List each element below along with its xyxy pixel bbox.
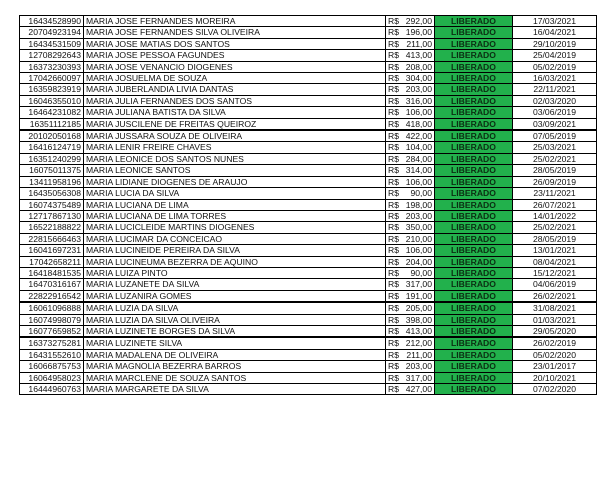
currency-symbol: R$ — [388, 290, 399, 301]
status-badge: LIBERADO — [435, 107, 513, 118]
row-id: 16431552610 — [20, 349, 84, 360]
currency-symbol: R$ — [388, 165, 399, 176]
status-badge: LIBERADO — [435, 165, 513, 176]
row-date: 29/05/2020 — [513, 325, 597, 337]
row-id: 16064958023 — [20, 372, 84, 383]
row-id: 16351240299 — [20, 153, 84, 164]
status-badge: LIBERADO — [435, 279, 513, 290]
row-date: 14/01/2022 — [513, 210, 597, 221]
table-row — [20, 233, 597, 244]
currency-symbol: R$ — [388, 199, 399, 210]
currency-symbol: R$ — [388, 303, 399, 314]
row-value — [386, 176, 435, 187]
row-value — [386, 199, 435, 210]
status-badge: LIBERADO — [435, 233, 513, 244]
row-id: 16470316167 — [20, 279, 84, 290]
row-value — [386, 279, 435, 290]
row-value — [386, 118, 435, 130]
row-date: 26/07/2021 — [513, 199, 597, 210]
row-name: MARIA LUCICLEIDE MARTINS DIOGENES — [84, 222, 386, 233]
row-name: MARIA LUZINETE BORGES DA SILVA — [84, 325, 386, 337]
table-row — [20, 165, 597, 176]
row-name: MARIA LUZIA DA SILVA OLIVEIRA — [84, 314, 386, 325]
status-badge: LIBERADO — [435, 61, 513, 72]
row-amount: 90,00 — [410, 188, 432, 199]
currency-symbol: R$ — [388, 107, 399, 118]
row-id: 16416124719 — [20, 142, 84, 153]
status-badge: LIBERADO — [435, 118, 513, 130]
table-row — [20, 95, 597, 106]
row-amount: 314,00 — [405, 165, 432, 176]
row-date: 17/03/2021 — [513, 16, 597, 27]
row-name: MARIA JOSE PESSOA FAGUNDES — [84, 50, 386, 61]
row-name: MARIA LUCINEIDE PEREIRA DA SILVA — [84, 245, 386, 256]
status-badge: LIBERADO — [435, 38, 513, 49]
status-badge: LIBERADO — [435, 188, 513, 199]
row-id: 16373275281 — [20, 337, 84, 349]
row-name: MARIA LUCIANA DE LIMA TORRES — [84, 210, 386, 221]
row-name: MARIA JOSE MATIAS DOS SANTOS — [84, 38, 386, 49]
table-row — [20, 73, 597, 84]
table-row — [20, 349, 597, 360]
currency-symbol: R$ — [388, 61, 399, 72]
row-amount: 106,00 — [405, 107, 432, 118]
row-name: MARIA LUZANIRA GOMES — [84, 290, 386, 302]
row-name: MARIA LUZIA DA SILVA — [84, 302, 386, 314]
row-id: 17042660097 — [20, 73, 84, 84]
currency-symbol: R$ — [388, 153, 399, 164]
row-value — [386, 349, 435, 360]
row-value — [386, 222, 435, 233]
status-badge: LIBERADO — [435, 290, 513, 302]
row-amount: 203,00 — [405, 210, 432, 221]
row-id: 16434528990 — [20, 16, 84, 27]
table-body — [20, 16, 597, 395]
status-badge: LIBERADO — [435, 245, 513, 256]
row-date: 05/02/2020 — [513, 349, 597, 360]
currency-symbol: R$ — [388, 325, 399, 336]
status-badge: LIBERADO — [435, 84, 513, 95]
row-date: 16/03/2021 — [513, 73, 597, 84]
currency-symbol: R$ — [388, 222, 399, 233]
row-amount: 317,00 — [405, 279, 432, 290]
row-id: 16434531509 — [20, 38, 84, 49]
row-value — [386, 302, 435, 314]
table-row — [20, 176, 597, 187]
status-badge: LIBERADO — [435, 16, 513, 27]
table-row — [20, 361, 597, 372]
currency-symbol: R$ — [388, 16, 399, 26]
table-row — [20, 302, 597, 314]
currency-symbol: R$ — [388, 73, 399, 84]
table-row — [20, 314, 597, 325]
status-badge: LIBERADO — [435, 130, 513, 142]
row-name: MARIA JULIA FERNANDES DOS SANTOS — [84, 95, 386, 106]
row-amount: 304,00 — [405, 73, 432, 84]
row-date: 25/02/2021 — [513, 222, 597, 233]
row-name: MARIA LUCIANA DE LIMA — [84, 199, 386, 210]
row-value — [386, 61, 435, 72]
table-row — [20, 130, 597, 142]
row-date: 31/08/2021 — [513, 302, 597, 314]
row-amount: 316,00 — [405, 95, 432, 106]
row-name: MARIA MARGARETE DA SILVA — [84, 384, 386, 395]
table-row — [20, 27, 597, 38]
currency-symbol: R$ — [388, 95, 399, 106]
row-value — [386, 210, 435, 221]
row-name: MARIA LUCIA DA SILVA — [84, 188, 386, 199]
row-value — [386, 153, 435, 164]
table-row — [20, 279, 597, 290]
row-amount: 418,00 — [405, 118, 432, 129]
row-amount: 203,00 — [405, 84, 432, 95]
row-id: 16077659852 — [20, 325, 84, 337]
row-value — [386, 50, 435, 61]
row-id: 16074375489 — [20, 199, 84, 210]
row-id: 13411958196 — [20, 176, 84, 187]
currency-symbol: R$ — [388, 131, 399, 142]
status-badge: LIBERADO — [435, 176, 513, 187]
row-amount: 317,00 — [405, 372, 432, 383]
row-date: 26/02/2021 — [513, 290, 597, 302]
row-amount: 203,00 — [405, 361, 432, 372]
currency-symbol: R$ — [388, 361, 399, 372]
row-id: 12717867130 — [20, 210, 84, 221]
row-id: 16351112185 — [20, 118, 84, 130]
row-name: MARIA LUZANETE DA SILVA — [84, 279, 386, 290]
currency-symbol: R$ — [388, 50, 399, 61]
row-date: 08/04/2021 — [513, 256, 597, 267]
row-date: 01/03/2021 — [513, 314, 597, 325]
currency-symbol: R$ — [388, 256, 399, 267]
row-name: MARIA LIDIANE DIOGENES DE ARAUJO — [84, 176, 386, 187]
row-date: 25/04/2019 — [513, 50, 597, 61]
row-amount: 292,00 — [405, 16, 432, 26]
status-badge: LIBERADO — [435, 349, 513, 360]
row-date: 29/10/2019 — [513, 38, 597, 49]
table-row — [20, 199, 597, 210]
currency-symbol: R$ — [388, 384, 399, 394]
table-row — [20, 107, 597, 118]
row-date: 26/02/2019 — [513, 337, 597, 349]
row-value — [386, 325, 435, 337]
row-value — [386, 16, 435, 27]
row-value — [386, 142, 435, 153]
row-amount: 210,00 — [405, 233, 432, 244]
row-amount: 398,00 — [405, 314, 432, 325]
row-amount: 204,00 — [405, 256, 432, 267]
row-value — [386, 73, 435, 84]
row-id: 22815666463 — [20, 233, 84, 244]
row-name: MARIA JOSE VENANCIO DIOGENES — [84, 61, 386, 72]
status-badge: LIBERADO — [435, 337, 513, 349]
currency-symbol: R$ — [388, 210, 399, 221]
row-id: 16373230393 — [20, 61, 84, 72]
row-amount: 208,00 — [405, 61, 432, 72]
status-badge: LIBERADO — [435, 325, 513, 337]
row-date: 25/03/2021 — [513, 142, 597, 153]
status-badge: LIBERADO — [435, 302, 513, 314]
row-amount: 106,00 — [405, 176, 432, 187]
table-row — [20, 384, 597, 395]
row-value — [386, 267, 435, 278]
row-id: 16418481535 — [20, 267, 84, 278]
row-value — [386, 27, 435, 38]
currency-symbol: R$ — [388, 84, 399, 95]
row-date: 03/06/2019 — [513, 107, 597, 118]
beneficiary-table — [19, 15, 597, 395]
row-value — [386, 314, 435, 325]
row-id: 20102050168 — [20, 130, 84, 142]
row-name: MARIA MADALENA DE OLIVEIRA — [84, 349, 386, 360]
row-value — [386, 384, 435, 395]
status-badge: LIBERADO — [435, 372, 513, 383]
row-amount: 212,00 — [405, 338, 432, 349]
currency-symbol: R$ — [388, 233, 399, 244]
table-row — [20, 337, 597, 349]
status-badge: LIBERADO — [435, 222, 513, 233]
status-badge: LIBERADO — [435, 361, 513, 372]
currency-symbol: R$ — [388, 279, 399, 290]
row-name: MARIA JOSE FERNANDES MOREIRA — [84, 16, 386, 27]
currency-symbol: R$ — [388, 118, 399, 129]
row-amount: 90,00 — [410, 267, 432, 278]
row-date: 25/02/2021 — [513, 153, 597, 164]
status-badge: LIBERADO — [435, 314, 513, 325]
status-badge: LIBERADO — [435, 95, 513, 106]
table-row — [20, 256, 597, 267]
row-id: 20704923194 — [20, 27, 84, 38]
table-row — [20, 210, 597, 221]
table-row — [20, 84, 597, 95]
row-name: MARIA LEONICE DOS SANTOS NUNES — [84, 153, 386, 164]
row-amount: 106,00 — [405, 245, 432, 256]
currency-symbol: R$ — [388, 338, 399, 349]
row-amount: 413,00 — [405, 50, 432, 61]
row-amount: 205,00 — [405, 303, 432, 314]
row-value — [386, 233, 435, 244]
row-name: MARIA JUBERLANDIA LIVIA DANTAS — [84, 84, 386, 95]
currency-symbol: R$ — [388, 314, 399, 325]
row-value — [386, 361, 435, 372]
row-date: 28/05/2019 — [513, 165, 597, 176]
currency-symbol: R$ — [388, 267, 399, 278]
row-date: 04/06/2019 — [513, 279, 597, 290]
table-row — [20, 61, 597, 72]
row-value — [386, 337, 435, 349]
status-badge: LIBERADO — [435, 210, 513, 221]
row-name: MARIA JOSE FERNANDES SILVA OLIVEIRA — [84, 27, 386, 38]
table-row — [20, 188, 597, 199]
row-value — [386, 38, 435, 49]
status-badge: LIBERADO — [435, 153, 513, 164]
row-id: 16046355010 — [20, 95, 84, 106]
table-row — [20, 245, 597, 256]
table-row — [20, 142, 597, 153]
row-date: 28/05/2019 — [513, 233, 597, 244]
table-row — [20, 16, 597, 27]
row-amount: 196,00 — [405, 27, 432, 38]
row-amount: 211,00 — [406, 38, 432, 49]
currency-symbol: R$ — [388, 176, 399, 187]
row-id: 17042658211 — [20, 256, 84, 267]
row-date: 03/09/2021 — [513, 118, 597, 130]
table-row — [20, 50, 597, 61]
currency-symbol: R$ — [388, 245, 399, 256]
row-value — [386, 245, 435, 256]
row-id: 22822916542 — [20, 290, 84, 302]
row-id: 16074998079 — [20, 314, 84, 325]
table-row — [20, 153, 597, 164]
row-name: MARIA LENIR FREIRE CHAVES — [84, 142, 386, 153]
row-id: 12708292643 — [20, 50, 84, 61]
row-amount: 422,00 — [405, 131, 432, 142]
currency-symbol: R$ — [388, 27, 399, 38]
currency-symbol: R$ — [388, 188, 399, 199]
row-value — [386, 130, 435, 142]
row-name: MARIA JUSCILENE DE FREITAS QUEIROZ — [84, 118, 386, 130]
row-date: 26/09/2019 — [513, 176, 597, 187]
status-badge: LIBERADO — [435, 73, 513, 84]
row-name: MARIA JOSUELMA DE SOUZA — [84, 73, 386, 84]
row-amount: 284,00 — [405, 153, 432, 164]
table-row — [20, 38, 597, 49]
row-id: 16041697231 — [20, 245, 84, 256]
row-name: MARIA MAGNOLIA BEZERRA BARROS — [84, 361, 386, 372]
row-name: MARIA LEONICE SANTOS — [84, 165, 386, 176]
row-amount: 211,00 — [406, 349, 432, 360]
table-row — [20, 222, 597, 233]
status-badge: LIBERADO — [435, 27, 513, 38]
row-date: 05/02/2019 — [513, 61, 597, 72]
row-date: 02/03/2020 — [513, 95, 597, 106]
row-value — [386, 84, 435, 95]
table-row — [20, 290, 597, 302]
row-name: MARIA LUCINEUMA BEZERRA DE AQUINO — [84, 256, 386, 267]
row-date: 22/11/2021 — [513, 84, 597, 95]
row-amount: 350,00 — [405, 222, 432, 233]
currency-symbol: R$ — [388, 372, 399, 383]
row-value — [386, 290, 435, 302]
status-badge: LIBERADO — [435, 384, 513, 395]
row-date: 23/11/2021 — [513, 188, 597, 199]
row-amount: 191,00 — [405, 290, 432, 301]
row-value — [386, 107, 435, 118]
currency-symbol: R$ — [388, 38, 399, 49]
row-amount: 198,00 — [405, 199, 432, 210]
table-row — [20, 372, 597, 383]
row-id: 16061096888 — [20, 302, 84, 314]
row-id: 16464231082 — [20, 107, 84, 118]
row-id: 16435056308 — [20, 188, 84, 199]
row-name: MARIA LUCIMAR DA CONCEICAO — [84, 233, 386, 244]
table-row — [20, 118, 597, 130]
status-badge: LIBERADO — [435, 256, 513, 267]
row-value — [386, 165, 435, 176]
row-date: 23/01/2017 — [513, 361, 597, 372]
row-value — [386, 256, 435, 267]
row-amount: 427,00 — [405, 384, 432, 394]
row-date: 20/10/2021 — [513, 372, 597, 383]
row-value — [386, 372, 435, 383]
row-date: 16/04/2021 — [513, 27, 597, 38]
row-value — [386, 95, 435, 106]
row-date: 13/01/2021 — [513, 245, 597, 256]
row-value — [386, 188, 435, 199]
row-date: 07/02/2020 — [513, 384, 597, 395]
row-amount: 413,00 — [405, 325, 432, 336]
row-name: MARIA JULIANA BATISTA DA SILVA — [84, 107, 386, 118]
status-badge: LIBERADO — [435, 267, 513, 278]
row-id: 16066875753 — [20, 361, 84, 372]
row-id: 16359823919 — [20, 84, 84, 95]
row-date: 15/12/2021 — [513, 267, 597, 278]
row-id: 16444960763 — [20, 384, 84, 395]
row-amount: 104,00 — [405, 142, 432, 153]
row-date: 07/05/2019 — [513, 130, 597, 142]
currency-symbol: R$ — [388, 349, 399, 360]
row-id: 16075011375 — [20, 165, 84, 176]
status-badge: LIBERADO — [435, 50, 513, 61]
status-badge: LIBERADO — [435, 142, 513, 153]
row-name: MARIA LUIZA PINTO — [84, 267, 386, 278]
status-badge: LIBERADO — [435, 199, 513, 210]
table-row — [20, 267, 597, 278]
row-id: 16522188822 — [20, 222, 84, 233]
row-name: MARIA LUZINETE SILVA — [84, 337, 386, 349]
row-name: MARIA JUSSARA SOUZA DE OLIVEIRA — [84, 130, 386, 142]
table-row — [20, 325, 597, 337]
currency-symbol: R$ — [388, 142, 399, 153]
row-name: MARIA MARCLENE DE SOUZA SANTOS — [84, 372, 386, 383]
